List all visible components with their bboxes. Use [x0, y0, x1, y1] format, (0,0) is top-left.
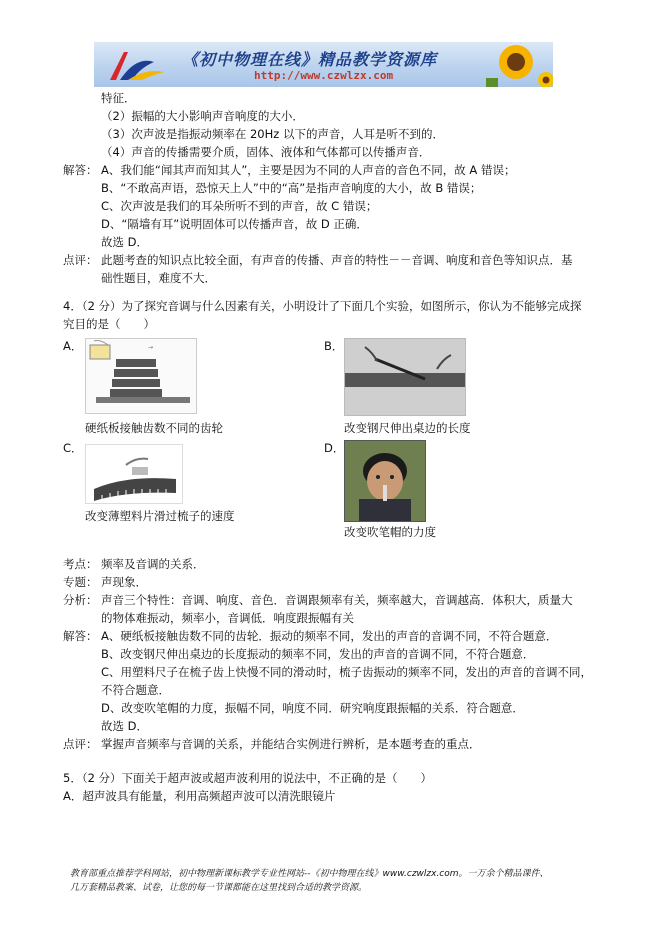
banner-url[interactable]: http://www.czwlzx.com [254, 69, 394, 82]
option-d-caption: 改变吹笔帽的力度 [344, 525, 436, 539]
header-banner [94, 42, 553, 87]
solution-line: 础性题目，难度不大． [101, 271, 216, 285]
question-4-stem-cont: 究目的是（ ） [63, 317, 155, 331]
question-5-stem: 5．（2 分）下面关于超声波或超声波利用的说法中，不正确的是（ ） [63, 771, 433, 785]
analysis-label: 考点： [63, 557, 98, 571]
analysis-label: 分析： [63, 593, 98, 607]
site-logo-icon [102, 46, 172, 84]
steel-ruler-icon [345, 339, 465, 415]
solution-line: 故选 D． [101, 235, 149, 249]
solution-line: 此题考查的知识点比较全面，有声音的传播、声音的特性－－音调、响度和音色等知识点．基 [101, 253, 573, 267]
gear-experiment-figure [85, 338, 197, 414]
gear-wheel-icon [86, 339, 196, 413]
analysis-line: A、硬纸板接触齿数不同的齿轮．振动的频率不同，发出的声音的音调不同，不符合题意． [101, 629, 558, 643]
analysis-line: C、用塑料尺子在梳子齿上快慢不同的滑动时，梳子齿振动的频率不同，发出的声音的音调不同， [101, 665, 593, 679]
solution-line: 特征． [101, 91, 136, 105]
analysis-line: 声音三个特性：音调、响度、音色．音调跟频率有关，频率越大，音调越高．体积大，质量大 [101, 593, 573, 607]
solution-line: （4）声音的传播需要介质，固体、液体和气体都可以传播声音． [101, 145, 431, 159]
solution-line: D、“隔墙有耳”说明固体可以传播声音，故 D 正确． [101, 217, 368, 231]
comb-icon [86, 445, 182, 503]
analysis-line: 故选 D． [101, 719, 149, 733]
analysis-line: B、改变钢尺伸出桌边的长度振动的频率不同，发出的声音的音调不同，不符合题意． [101, 647, 535, 661]
option-a-letter: A． [63, 339, 83, 353]
analysis-line: 不符合题意． [101, 683, 170, 697]
analysis-line: 掌握声音频率与音调的关系，并能结合实例进行辨析，是本题考查的重点． [101, 737, 481, 751]
boy-face-icon [345, 441, 425, 521]
solution-line: B、“不敢高声语，恐惊天上人”中的“高”是指声音响度的大小，故 B 错误； [101, 181, 482, 195]
analysis-line: 声现象． [101, 575, 147, 589]
ruler-experiment-figure [344, 338, 466, 416]
solution-line: （2）振幅的大小影响声音响度的大小． [101, 109, 304, 123]
analysis-line: D、改变吹笔帽的力度，振幅不同，响度不同．研究响度跟振幅的关系．符合题意． [101, 701, 524, 715]
analysis-label: 点评： [63, 737, 98, 751]
comment-label: 点评： [63, 253, 98, 267]
question-4-stem: 4．（2 分）为了探究音调与什么因素有关，小明设计了下面几个实验，如图所示，你认为不能够完成探 [63, 299, 582, 313]
banner-title: 《初中物理在线》精品教学资源库 [182, 50, 438, 69]
pen-cap-experiment-figure [344, 440, 426, 522]
question-5-option-a: A．超声波具有能量，利用高频超声波可以清洗眼镜片 [63, 789, 336, 803]
analysis-label: 专题： [63, 575, 98, 589]
solution-line: A、我们能“闻其声而知其人”，主要是因为不同的人声音的音色不同，故 A 错误； [101, 163, 516, 177]
option-d-letter: D． [324, 441, 345, 455]
solution-line: （3）次声波是指振动频率在 20Hz 以下的声音，人耳是听不到的． [101, 127, 444, 141]
sunflower-icon [486, 42, 553, 87]
solution-label: 解答： [63, 163, 98, 177]
analysis-line: 频率及音调的关系． [101, 557, 205, 571]
option-c-caption: 改变薄塑料片滑过梳子的速度 [85, 509, 235, 523]
footer-line-2: 几万套精品教案、试卷，让您的每一节课都能在这里找到合适的教学资源。 [70, 883, 368, 893]
analysis-label: 解答： [63, 629, 98, 643]
option-b-caption: 改变钢尺伸出桌边的长度 [344, 421, 471, 435]
comb-experiment-figure [85, 444, 183, 504]
option-b-letter: B． [324, 339, 344, 353]
footer-line-1: 教育部重点推荐学科网站，初中物理新课标教学专业性网站--《初中物理在线》www.czwlzx.com。一万余个精品课件、 [70, 869, 549, 879]
svg-text:→: → [148, 344, 154, 351]
analysis-line: 的物体难振动，频率小，音调低．响度跟振幅有关 [101, 611, 354, 625]
option-c-letter: C． [63, 441, 83, 455]
solution-line: C、次声波是我们的耳朵所听不到的声音，故 C 错误； [101, 199, 378, 213]
option-a-caption: 硬纸板接触齿数不同的齿轮 [85, 421, 223, 435]
